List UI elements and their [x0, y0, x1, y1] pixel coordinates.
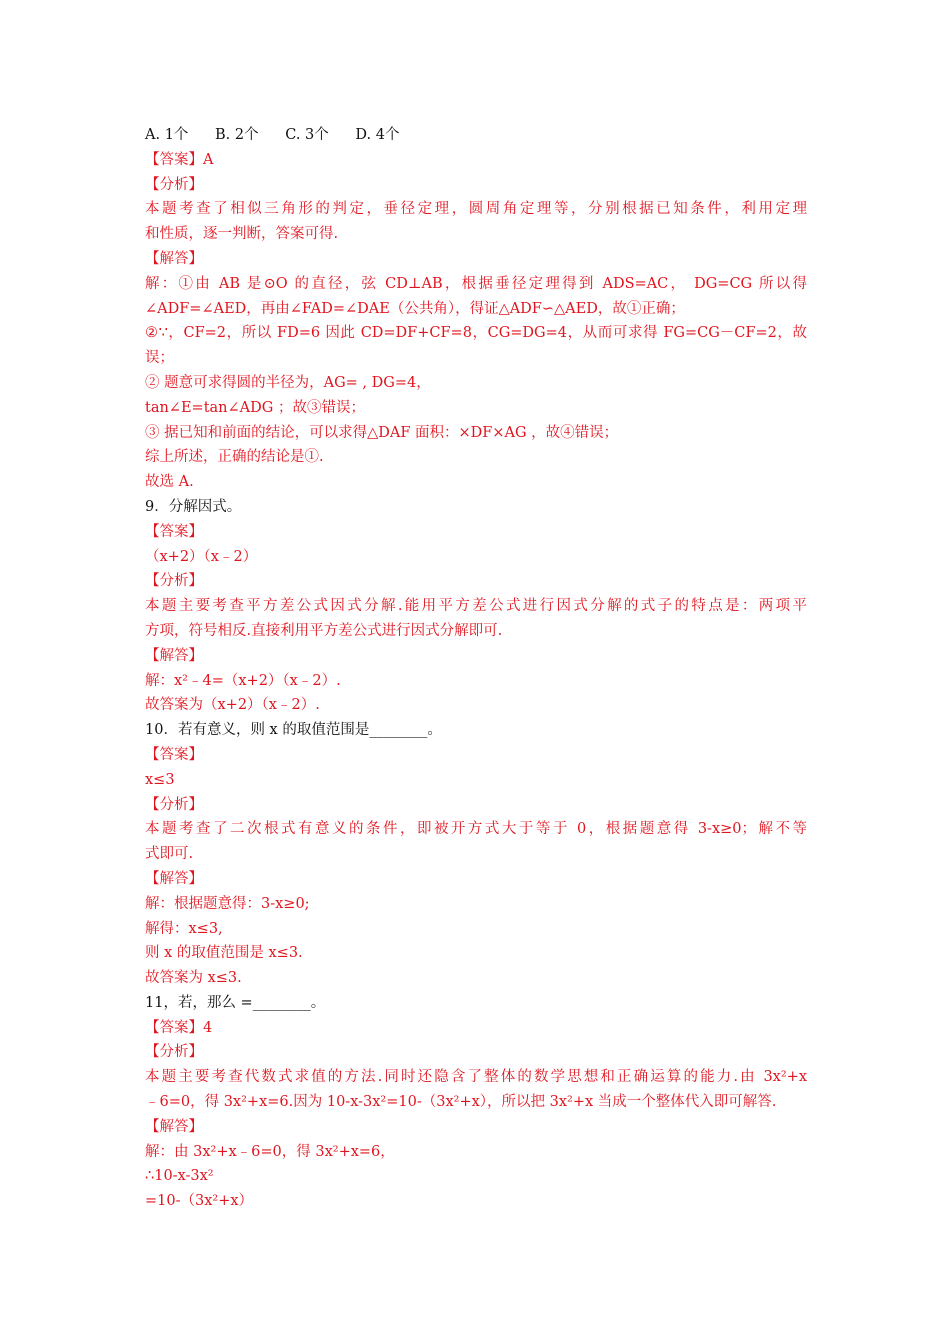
solution-line: ﹣6=0，得 3x²+x=6.因为 10-x-3x²=10-（3x²+x），所以把 3x²+x 当成一个整体代入即可解答. — [145, 1094, 777, 1111]
question-line: 9．分解因式。 — [145, 498, 242, 515]
solution-line: 故答案为 x≤3. — [145, 970, 242, 987]
option-c: C. 3个 — [285, 127, 329, 143]
solution-line: =10-（3x²+x） — [145, 1193, 254, 1210]
option-d: D. 4个 — [355, 127, 400, 143]
solution-line: 式即可. — [145, 846, 194, 863]
solution-line: 【解答】 — [145, 1118, 203, 1135]
solution-line: 则 x 的取值范围是 x≤3. — [145, 945, 303, 962]
solution-line: tan∠E=tan∠ADG ；故③错误； — [145, 399, 365, 416]
answer-options — [145, 123, 807, 148]
solution-line: 【分析】 — [145, 796, 203, 813]
solution-line: 【解答】 — [145, 647, 203, 664]
solution-line: 本题考查了相似三角形的判定，垂径定理，圆周角定理等，分别根据已知条件，利用定理 — [145, 201, 807, 218]
solution-line: 【答案】A — [145, 151, 214, 168]
solution-line: ∴10-x-3x² — [145, 1168, 214, 1185]
solution-line: 【分析】 — [145, 1044, 203, 1061]
solution-line: 解：x²﹣4=（x+2）（x﹣2）. — [145, 672, 341, 689]
solution-line: 故选 A. — [145, 474, 194, 491]
solution-line: 综上所述，正确的结论是①. — [145, 449, 324, 466]
question-line: 10．若有意义，则 x 的取值范围是________。 — [145, 722, 442, 739]
option-b: B. 2个 — [215, 127, 259, 143]
solution-line: ③ 据已知和前面的结论，可以求得△DAF 面积：×DF×AG ，故④错误； — [145, 424, 619, 441]
solution-line: 【答案】 — [145, 746, 203, 763]
solution-line: 误； — [145, 350, 174, 367]
solution-line: 本题主要考查代数式求值的方法.同时还隐含了整体的数学思想和正确运算的能力.由 3x²+x — [145, 1069, 807, 1086]
solution-line: 解：①由 AB 是⊙O 的直径，弦 CD⊥AB，根据垂径定理得到 ADS=AC， DG=CG 所以得 — [145, 275, 807, 292]
solution-line: 【解答】 — [145, 250, 203, 267]
solution-line: 【分析】 — [145, 573, 203, 590]
solution-line: 本题主要考查平方差公式因式分解.能用平方差公式进行因式分解的式子的特点是：两项平 — [145, 598, 807, 615]
option-a: A. 1个 — [145, 127, 189, 143]
solution-line: ② 题意可求得圆的半径为，AG= , DG=4， — [145, 374, 431, 391]
document-content — [145, 123, 807, 1214]
solution-line: 【分析】 — [145, 176, 203, 193]
solution-line: 【答案】 — [145, 523, 203, 540]
solution-line: ②∵，CF=2，所以 FD=6 因此 CD=DF+CF=8，CG=DG=4，从而可求得 FG=CG－CF=2，故 — [145, 325, 807, 342]
solution-line: x≤3 — [145, 771, 175, 788]
solution-line: 方项，符号相反.直接利用平方差公式进行因式分解即可. — [145, 622, 503, 639]
solution-line: 和性质，逐一判断，答案可得. — [145, 226, 339, 243]
solution-line: 解：由 3x²+x﹣6=0，得 3x²+x=6， — [145, 1143, 395, 1160]
solution-line: 解：根据题意得：3-x≥0; — [145, 895, 310, 912]
text-lines — [145, 148, 807, 1214]
solution-line: （x+2）（x﹣2） — [145, 548, 258, 565]
solution-line: 本题考查了二次根式有意义的条件，即被开方式大于等于 0，根据题意得 3-x≥0；解不等 — [145, 821, 807, 838]
solution-line: 解得：x≤3, — [145, 920, 223, 937]
solution-line: ∠ADF=∠AED，再由∠FAD=∠DAE（公共角），得证△ADF∽△AED，故①正确； — [145, 300, 685, 317]
solution-line: 【解答】 — [145, 870, 203, 887]
solution-line: 【答案】4 — [145, 1019, 213, 1036]
question-line: 11，若，那么 =________。 — [145, 994, 326, 1011]
solution-line: 故答案为（x+2）（x﹣2）. — [145, 697, 320, 714]
